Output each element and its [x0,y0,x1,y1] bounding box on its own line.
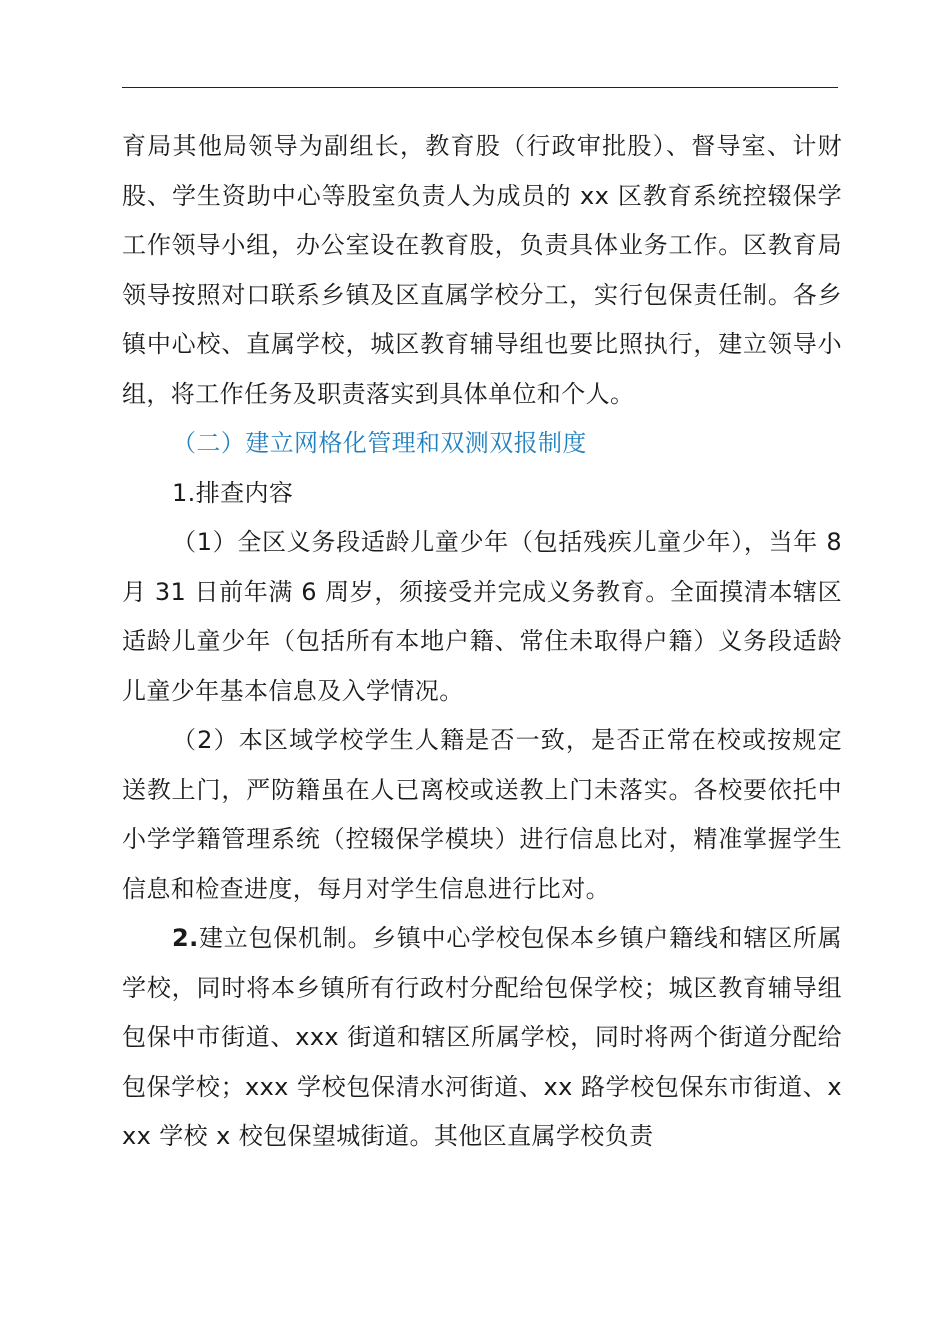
paragraph-guarantee-mechanism [122,914,842,1162]
paragraph-guarantee-body: 建立包保机制。乡镇中心学校包保本乡镇户籍线和辖区所属学校，同时将本乡镇所有行政村分配给包保学校；城区教育辅导组包保中市街道、xxx 街道和辖区所属学校，同时将两个街道分配给包保学校；xxx 学校包保清水河街道、xx 路学校包保东市街道、xxx 学校 x 校包保望城街道。其他区直属学校负责 [122,924,842,1150]
paragraph-item-1: （1）全区义务段适龄儿童少年（包括残疾儿童少年），当年 8 月 31 日前年满 6 周岁，须接受并完成义务教育。全面摸清本辖区适龄儿童少年（包括所有本地户籍、常住未取得户籍）义务段适龄儿童少年基本信息及入学情况。 [122,528,842,705]
subheading-inspection-content: 1.排查内容 [172,478,294,507]
header-rule [122,87,838,88]
section-heading-grid-management: （二）建立网格化管理和双测双报制度 [172,429,587,457]
paragraph-item-2: （2）本区域学校学生人籍是否一致，是否正常在校或按规定送教上门，严防籍虽在人已离校或送教上门未落实。各校要依托中小学学籍管理系统（控辍保学模块）进行信息比对，精准掌握学生信息和检查进度，每月对学生信息进行比对。 [122,726,842,903]
document-body [122,122,842,1162]
section-number: 2. [172,924,199,952]
paragraph-leadership-group: 育局其他局领导为副组长，教育股（行政审批股）、督导室、计财股、学生资助中心等股室负责人为成员的 xx 区教育系统控辍保学工作领导小组，办公室设在教育股，负责具体业务工作。区教育局领导按照对口联系乡镇及区直属学校分工，实行包保责任制。各乡镇中心校、直属学校，城区教育辅导组也要比照执行，建立领导小组，将工作任务及职责落实到具体单位和个人。 [122,132,842,408]
